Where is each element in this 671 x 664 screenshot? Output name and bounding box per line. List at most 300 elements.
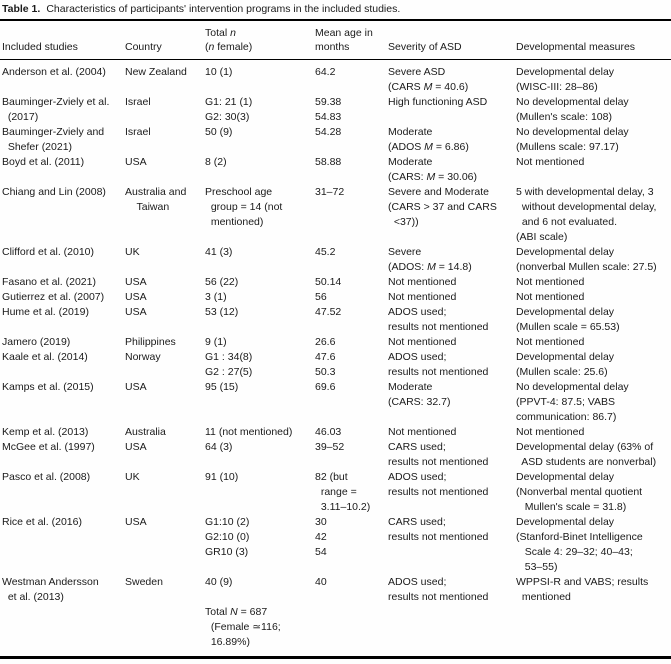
cell-line: Norway <box>125 351 161 363</box>
cell-mean_age <box>315 305 388 335</box>
cell-total_n <box>205 575 315 658</box>
cell-line: Developmental delay (63% of <box>516 441 654 453</box>
cell-line: Westman Andersson <box>2 576 99 588</box>
cell-line: USA <box>125 516 147 528</box>
cell-line: (Mullens scale: 97.17) <box>516 141 619 153</box>
cell-severity <box>388 290 516 305</box>
cell-severity <box>388 335 516 350</box>
cell-line: without developmental delay, <box>516 201 657 213</box>
cell-line: USA <box>125 291 147 303</box>
cell-line: Fasano et al. (2021) <box>2 276 96 288</box>
cell-study <box>0 275 125 290</box>
cell-line: 56 (22) <box>205 276 239 288</box>
cell-country <box>125 440 205 470</box>
cell-line: results not mentioned <box>388 456 489 468</box>
cell-line: No developmental delay <box>516 96 629 108</box>
cell-line: Mean age in <box>315 27 373 39</box>
cell-country <box>125 575 205 658</box>
cell-mean_age <box>315 60 388 96</box>
cell-measures <box>516 515 671 575</box>
cell-line: UK <box>125 471 140 483</box>
cell-country <box>125 155 205 185</box>
cell-line: McGee et al. (1997) <box>2 441 95 453</box>
cell-line: 54.28 <box>315 126 342 138</box>
cell-line: GR10 (3) <box>205 546 249 558</box>
cell-country <box>125 335 205 350</box>
table-row <box>0 425 671 440</box>
cell-line: G1 : 34(8) <box>205 351 253 363</box>
cell-line: USA <box>125 381 147 393</box>
cell-line: 31–72 <box>315 186 345 198</box>
cell-line: USA <box>125 156 147 168</box>
table-row <box>0 185 671 245</box>
cell-line: Sweden <box>125 576 163 588</box>
table-label: Table 1. <box>2 3 41 15</box>
cell-study <box>0 470 125 515</box>
cell-total_n <box>205 275 315 290</box>
table-header <box>0 21 671 60</box>
cell-study <box>0 290 125 305</box>
cell-line: results not mentioned <box>388 321 489 333</box>
cell-line: 82 (but <box>315 471 348 483</box>
cell-line: 91 (10) <box>205 471 239 483</box>
cell-line: G1:10 (2) <box>205 516 250 528</box>
cell-measures <box>516 380 671 425</box>
cell-study <box>0 575 125 658</box>
cell-line: (2017) <box>2 111 39 123</box>
cell-study <box>0 95 125 125</box>
cell-line: Israel <box>125 126 151 138</box>
cell-study <box>0 245 125 275</box>
table-row <box>0 515 671 575</box>
cell-country <box>125 185 205 245</box>
cell-line: 46.03 <box>315 426 342 438</box>
cell-total_n <box>205 60 315 96</box>
cell-line: ADOS used; <box>388 576 447 588</box>
cell-mean_age <box>315 275 388 290</box>
cell-line: 47.6 <box>315 351 336 363</box>
cell-line: Not mentioned <box>388 276 457 288</box>
cell-line: 50.14 <box>315 276 342 288</box>
header-row <box>0 21 671 60</box>
cell-total_n <box>205 290 315 305</box>
cell-total_n <box>205 440 315 470</box>
cell-total_n <box>205 425 315 440</box>
cell-study <box>0 350 125 380</box>
cell-line: 26.6 <box>315 336 336 348</box>
cell-line: Not mentioned <box>516 291 585 303</box>
cell-total_n <box>205 95 315 125</box>
cell-line: ASD students are nonverbal) <box>516 456 657 468</box>
cell-measures <box>516 245 671 275</box>
cell-line: Developmental delay <box>516 516 615 528</box>
cell-line: Taiwan <box>125 201 170 213</box>
cell-line: Moderate <box>388 381 433 393</box>
cell-line: Pasco et al. (2008) <box>2 471 91 483</box>
cell-line: Anderson et al. (2004) <box>2 66 106 78</box>
cell-line: Rice et al. (2016) <box>2 516 82 528</box>
cell-line: group = 14 (not <box>205 201 283 213</box>
cell-line: (ABI scale) <box>516 231 568 243</box>
cell-study <box>0 380 125 425</box>
cell-line: Moderate <box>388 156 433 168</box>
cell-severity <box>388 95 516 125</box>
cell-line: CARS used; <box>388 516 446 528</box>
cell-line: ADOS used; <box>388 306 447 318</box>
cell-mean_age <box>315 515 388 575</box>
cell-line: USA <box>125 441 147 453</box>
cell-measures <box>516 60 671 96</box>
cell-line: (PPVT-4: 87.5; VABS <box>516 396 616 408</box>
cell-severity <box>388 350 516 380</box>
cell-country <box>125 350 205 380</box>
cell-line: Moderate <box>388 126 433 138</box>
cell-line: Developmental delay <box>516 66 615 78</box>
cell-line: Developmental delay <box>516 351 615 363</box>
cell-line: 50.3 <box>315 366 336 378</box>
cell-measures <box>516 425 671 440</box>
cell-line: (n female) <box>205 41 253 53</box>
table-title <box>0 0 671 21</box>
cell-measures <box>516 350 671 380</box>
cell-line: (nonverbal Mullen scale: 27.5) <box>516 261 657 273</box>
cell-line: Jamero (2019) <box>2 336 71 348</box>
cell-severity <box>388 515 516 575</box>
cell-line: (Mullen's scale: 108) <box>516 111 612 123</box>
col-header-severity <box>388 21 516 60</box>
cell-line: New Zealand <box>125 66 187 78</box>
table-caption: Characteristics of participants' intervention programs in the included studies. <box>46 3 401 15</box>
cell-total_n <box>205 245 315 275</box>
cell-study <box>0 155 125 185</box>
cell-line: Not mentioned <box>516 156 585 168</box>
cell-line: Country <box>125 41 162 53</box>
cell-measures <box>516 335 671 350</box>
cell-line: High functioning ASD <box>388 96 488 108</box>
cell-line: 69.6 <box>315 381 336 393</box>
cell-country <box>125 425 205 440</box>
cell-line: 64.2 <box>315 66 336 78</box>
cell-line: 53–55) <box>516 561 558 573</box>
italic-text: n <box>230 27 236 39</box>
cell-study <box>0 335 125 350</box>
cell-line: 5 with developmental delay, 3 <box>516 186 654 198</box>
cell-line: Bauminger-Zviely and <box>2 126 105 138</box>
cell-line: Kamps et al. (2015) <box>2 381 94 393</box>
cell-line: 11 (not mentioned) <box>205 426 293 438</box>
cell-mean_age <box>315 470 388 515</box>
cell-severity <box>388 275 516 290</box>
cell-study <box>0 440 125 470</box>
cell-line: range = <box>315 486 357 498</box>
cell-line: Shefer (2021) <box>2 141 73 153</box>
cell-line: Total N = 687 <box>205 606 268 618</box>
cell-severity <box>388 125 516 155</box>
cell-line: Developmental delay <box>516 306 615 318</box>
table-row <box>0 350 671 380</box>
cell-measures <box>516 155 671 185</box>
cell-study <box>0 125 125 155</box>
cell-mean_age <box>315 440 388 470</box>
cell-line: Severe and Moderate <box>388 186 489 198</box>
cell-total_n <box>205 185 315 245</box>
table-row <box>0 470 671 515</box>
cell-total_n <box>205 335 315 350</box>
cell-severity <box>388 425 516 440</box>
cell-severity <box>388 380 516 425</box>
cell-line: months <box>315 41 350 53</box>
cell-line: 40 <box>315 576 327 588</box>
cell-line: (Mullen scale: 25.6) <box>516 366 608 378</box>
cell-country <box>125 245 205 275</box>
cell-line: ADOS used; <box>388 471 447 483</box>
cell-line: 54.83 <box>315 111 342 123</box>
cell-measures <box>516 185 671 245</box>
cell-mean_age <box>315 185 388 245</box>
cell-severity <box>388 470 516 515</box>
cell-country <box>125 305 205 335</box>
cell-line: 95 (15) <box>205 381 239 393</box>
cell-line: results not mentioned <box>388 486 489 498</box>
cell-line: 42 <box>315 531 327 543</box>
cell-line: Chiang and Lin (2008) <box>2 186 106 198</box>
cell-line: 64 (3) <box>205 441 233 453</box>
cell-study <box>0 515 125 575</box>
cell-line: (CARS: M = 30.06) <box>388 171 478 183</box>
cell-line: (WISC-III: 28–86) <box>516 81 598 93</box>
cell-total_n <box>205 155 315 185</box>
col-header-total_n <box>205 21 315 60</box>
table-row <box>0 305 671 335</box>
cell-mean_age <box>315 380 388 425</box>
cell-line: et al. (2013) <box>2 591 64 603</box>
cell-line: Clifford et al. (2010) <box>2 246 95 258</box>
cell-total_n <box>205 380 315 425</box>
cell-line: 40 (9) <box>205 576 233 588</box>
cell-line: Kaale et al. (2014) <box>2 351 88 363</box>
cell-total_n <box>205 125 315 155</box>
cell-line: mentioned <box>516 591 571 603</box>
cell-line: Total n <box>205 27 236 39</box>
italic-text: M <box>423 81 433 93</box>
table-row <box>0 440 671 470</box>
cell-line: Severity of ASD <box>388 41 462 53</box>
cell-line: (Mullen scale = 65.53) <box>516 321 620 333</box>
cell-study <box>0 425 125 440</box>
table-row <box>0 380 671 425</box>
table-row <box>0 125 671 155</box>
cell-line <box>205 590 311 605</box>
cell-country <box>125 470 205 515</box>
cell-line: Developmental measures <box>516 41 636 53</box>
cell-severity <box>388 60 516 96</box>
table-row <box>0 60 671 96</box>
cell-line: 59.38 <box>315 96 342 108</box>
cell-total_n <box>205 515 315 575</box>
cell-line: 53 (12) <box>205 306 239 318</box>
cell-mean_age <box>315 245 388 275</box>
italic-text: M <box>426 171 436 183</box>
cell-line: mentioned) <box>205 216 264 228</box>
cell-line: No developmental delay <box>516 381 629 393</box>
cell-line: 10 (1) <box>205 66 233 78</box>
cell-line: 41 (3) <box>205 246 233 258</box>
col-header-study <box>0 21 125 60</box>
cell-line: ADOS used; <box>388 351 447 363</box>
cell-total_n <box>205 305 315 335</box>
cell-country <box>125 380 205 425</box>
cell-measures <box>516 290 671 305</box>
cell-line: 58.88 <box>315 156 342 168</box>
cell-mean_age <box>315 335 388 350</box>
cell-line: 50 (9) <box>205 126 233 138</box>
table-body <box>0 60 671 658</box>
cell-line: Kemp et al. (2013) <box>2 426 89 438</box>
cell-line: (Nonverbal mental quotient <box>516 486 643 498</box>
cell-line: 30 <box>315 516 327 528</box>
cell-line: Philippines <box>125 336 176 348</box>
cell-line: Developmental delay <box>516 246 615 258</box>
cell-severity <box>388 575 516 658</box>
cell-line: Not mentioned <box>516 336 585 348</box>
table-row <box>0 575 671 658</box>
cell-country <box>125 515 205 575</box>
table-row <box>0 155 671 185</box>
cell-severity <box>388 305 516 335</box>
cell-line: Boyd et al. (2011) <box>2 156 85 168</box>
cell-line: 8 (2) <box>205 156 227 168</box>
cell-line: Israel <box>125 96 151 108</box>
cell-measures <box>516 575 671 658</box>
col-header-measures <box>516 21 671 60</box>
cell-country <box>125 95 205 125</box>
italic-text: M <box>427 261 436 273</box>
cell-line: results not mentioned <box>388 366 489 378</box>
cell-study <box>0 60 125 96</box>
cell-line: Not mentioned <box>516 426 585 438</box>
cell-measures <box>516 125 671 155</box>
cell-line: G2:10 (0) <box>205 531 250 543</box>
cell-line: Scale 4: 29–32; 40–43; <box>516 546 633 558</box>
cell-measures <box>516 470 671 515</box>
italic-text: M <box>424 141 433 153</box>
cell-mean_age <box>315 95 388 125</box>
cell-line: Not mentioned <box>516 276 585 288</box>
cell-line: Mullen's scale = 31.8) <box>516 501 627 513</box>
cell-line: (CARS M = 40.6) <box>388 81 469 93</box>
cell-measures <box>516 275 671 290</box>
cell-line: Australia and <box>125 186 187 198</box>
cell-line: 45.2 <box>315 246 336 258</box>
cell-total_n <box>205 350 315 380</box>
cell-line: Included studies <box>2 41 78 53</box>
cell-severity <box>388 245 516 275</box>
table-row <box>0 245 671 275</box>
table-row <box>0 95 671 125</box>
cell-line: (Female ≃116; <box>205 621 281 633</box>
cell-measures <box>516 440 671 470</box>
cell-line: Gutierrez et al. (2007) <box>2 291 105 303</box>
cell-line: Preschool age <box>205 186 273 198</box>
cell-line: UK <box>125 246 140 258</box>
cell-line: Not mentioned <box>388 336 457 348</box>
col-header-country <box>125 21 205 60</box>
col-header-mean_age <box>315 21 388 60</box>
cell-line: <37)) <box>388 216 419 228</box>
cell-line: USA <box>125 306 147 318</box>
italic-text: N <box>230 606 238 618</box>
italic-text: n <box>208 41 215 53</box>
cell-line: Australia <box>125 426 166 438</box>
cell-country <box>125 290 205 305</box>
cell-line: USA <box>125 276 147 288</box>
table-row <box>0 290 671 305</box>
cell-measures <box>516 305 671 335</box>
cell-line: WPPSI-R and VABS; results <box>516 576 649 588</box>
cell-line: G2 : 27(5) <box>205 366 253 378</box>
cell-line: (Stanford-Binet Intelligence <box>516 531 643 543</box>
table-row <box>0 335 671 350</box>
cell-mean_age <box>315 125 388 155</box>
cell-line: CARS used; <box>388 441 446 453</box>
cell-line: Severe ASD <box>388 66 446 78</box>
cell-country <box>125 275 205 290</box>
cell-line: 16.89%) <box>205 636 250 648</box>
cell-line: and 6 not evaluated. <box>516 216 617 228</box>
cell-line: Developmental delay <box>516 471 615 483</box>
cell-mean_age <box>315 155 388 185</box>
cell-total_n <box>205 470 315 515</box>
cell-line: 9 (1) <box>205 336 227 348</box>
cell-mean_age <box>315 350 388 380</box>
cell-mean_age <box>315 575 388 658</box>
cell-study <box>0 305 125 335</box>
cell-country <box>125 60 205 96</box>
cell-country <box>125 125 205 155</box>
cell-line: results not mentioned <box>388 591 489 603</box>
cell-line: (ADOS: M = 14.8) <box>388 261 472 273</box>
cell-severity <box>388 185 516 245</box>
cell-mean_age <box>315 425 388 440</box>
cell-study <box>0 185 125 245</box>
cell-line: Bauminger-Zviely et al. <box>2 96 110 108</box>
cell-line: 39–52 <box>315 441 345 453</box>
cell-line: Hume et al. (2019) <box>2 306 89 318</box>
cell-severity <box>388 440 516 470</box>
cell-line: results not mentioned <box>388 531 489 543</box>
cell-measures <box>516 95 671 125</box>
cell-line: Severe <box>388 246 422 258</box>
cell-line: G2: 30(3) <box>205 111 250 123</box>
cell-line: 47.52 <box>315 306 342 318</box>
cell-line: No developmental delay <box>516 126 629 138</box>
cell-line: Not mentioned <box>388 426 457 438</box>
cell-line: G1: 21 (1) <box>205 96 253 108</box>
cell-line: Not mentioned <box>388 291 457 303</box>
table-row <box>0 275 671 290</box>
cell-line: 3.11–10.2) <box>315 501 371 513</box>
cell-line: communication: 86.7) <box>516 411 617 423</box>
cell-line: (ADOS M = 6.86) <box>388 141 469 153</box>
cell-line: 3 (1) <box>205 291 227 303</box>
cell-line: 56 <box>315 291 327 303</box>
cell-line: (CARS: 32.7) <box>388 396 451 408</box>
cell-mean_age <box>315 290 388 305</box>
characteristics-table <box>0 21 671 659</box>
cell-line: 54 <box>315 546 327 558</box>
cell-severity <box>388 155 516 185</box>
cell-line: (CARS > 37 and CARS <box>388 201 497 213</box>
